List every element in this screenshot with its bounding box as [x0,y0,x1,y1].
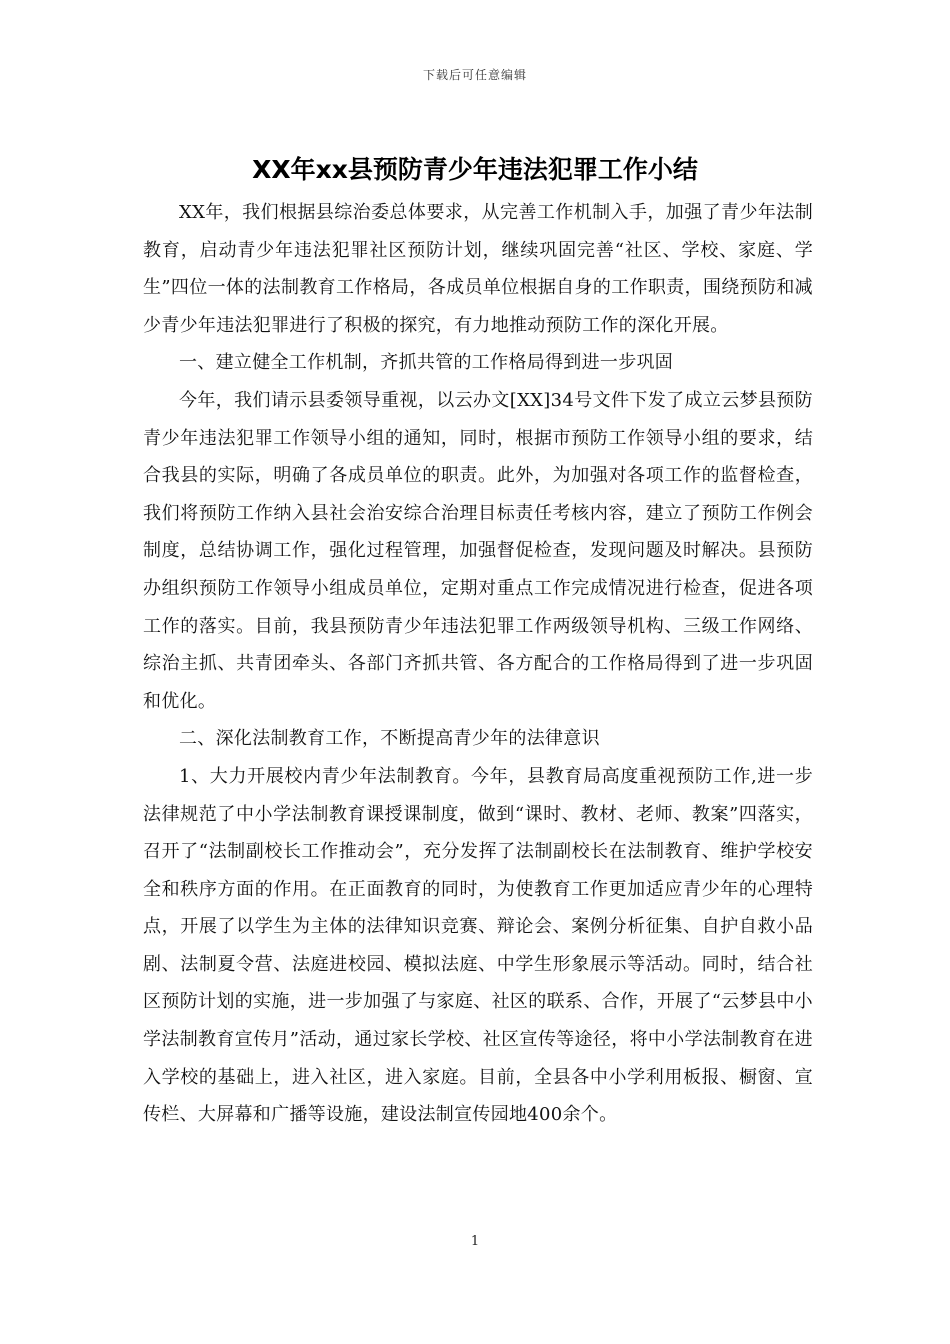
header-note: 下载后可任意编辑 [422,68,527,82]
section-heading-1: 一、建立健全工作机制，齐抓共管的工作格局得到进一步巩固 [179,352,674,374]
section-heading-2: 二、深化法制教育工作，不断提高青少年的法律意识 [179,728,600,750]
paragraph-intro: XX年，我们根据县综治委总体要求，从完善工作机制入手，加强了青少年法制教育，启动青少年违法犯罪社区预防计划，继续巩固完善“社区、学校、家庭、学生”四位一体的法制教育工作格局，各成员单位根据自身的工作职责，围绕预防和减少青少年违法犯罪进行了积极的探究，有力地推动预防工作的深化开展。 [143,202,813,336]
document-title: XX年xx县预防青少年违法犯罪工作小结 [252,155,698,184]
paragraph-section-2-item-1: 1、大力开展校内青少年法制教育。今年，县教育局高度重视预防工作,进一步法律规范了中小学法制教育课授课制度，做到“课时、教材、老师、教案”四落实，召开了“法制副校长工作推动会”，充分发挥了法制副校长在法制教育、维护学校安全和秩序方面的作用。在正面教育的同时，为使教育工作更加适应青少年的心理特点，开展了以学生为主体的法律知识竞赛、辩论会、案例分析征集、自护自救小品剧、法制夏令营、法庭进校园、模拟法庭、中学生形象展示等活动。同时，结合社区预防计划的实施，进一步加强了与家庭、社区的联系、合作，开展了“云梦县中小学法制教育宣传月”活动，通过家长学校、社区宣传等途径，将中小学法制教育在进入学校的基础上，进入社区，进入家庭。目前，全县各中小学利用板报、橱窗、宣传栏、大屏幕和广播等设施，建设法制宣传园地400余个。 [143,765,813,1126]
page-number: 1 [470,1234,480,1249]
document-body [143,194,813,1134]
paragraph-section-1: 今年，我们请示县委领导重视，以云办文[XX]34号文件下发了成立云梦县预防青少年违法犯罪工作领导小组的通知，同时，根据市预防工作领导小组的要求，结合我县的实际，明确了各成员单位的职责。此外，为加强对各项工作的监督检查，我们将预防工作纳入县社会治安综合治理目标责任考核内容，建立了预防工作例会制度，总结协调工作，强化过程管理，加强督促检查，发现问题及时解决。县预防办组织预防工作领导小组成员单位，定期对重点工作完成情况进行检查，促进各项工作的落实。目前，我县预防青少年违法犯罪工作两级领导机构、三级工作网络、综治主抓、共青团牵头、各部门齐抓共管、各方配合的工作格局得到了进一步巩固和优化。 [143,389,813,712]
